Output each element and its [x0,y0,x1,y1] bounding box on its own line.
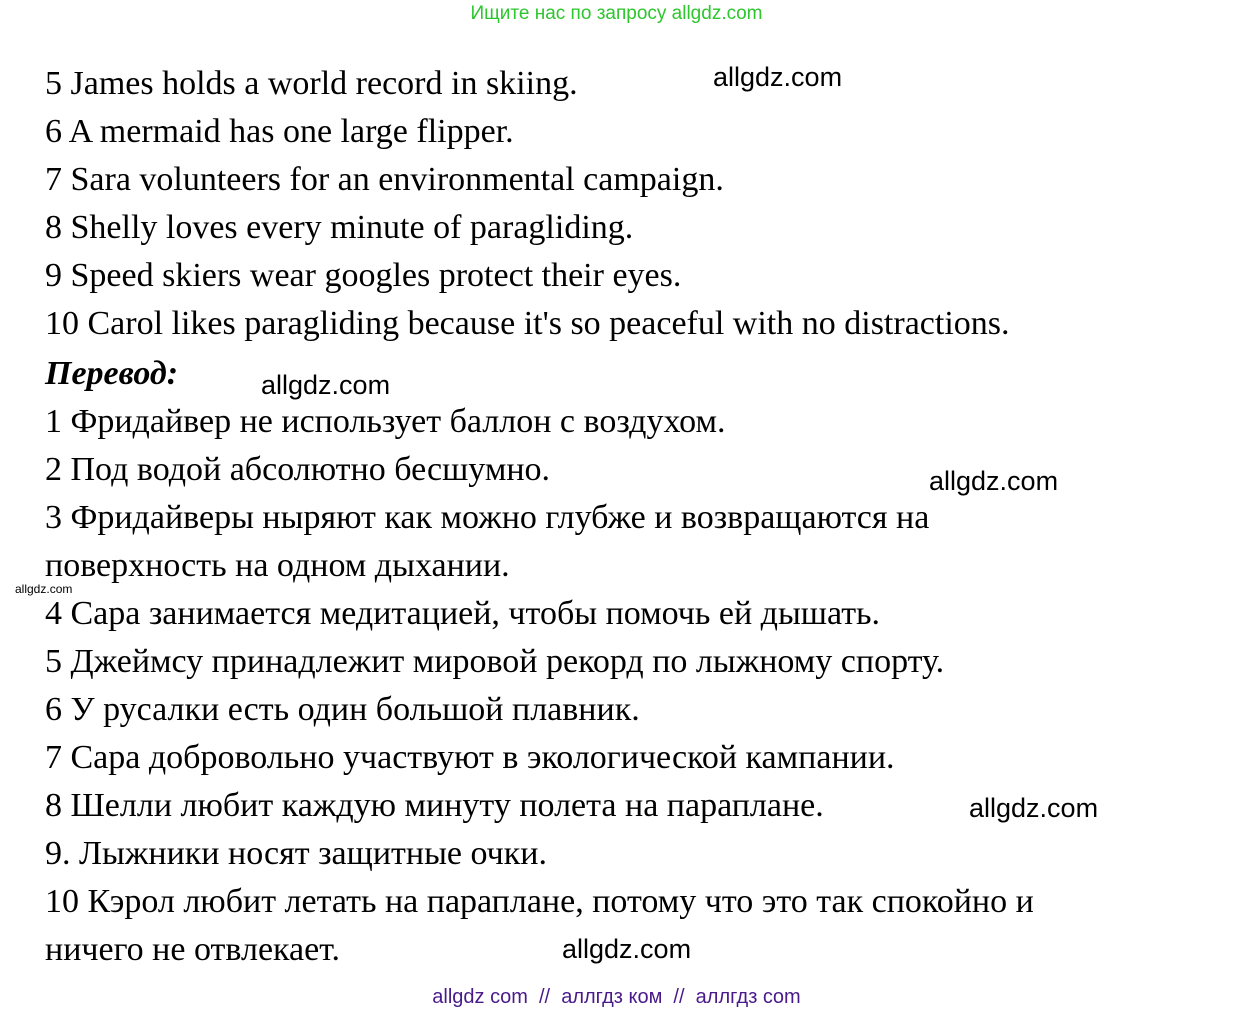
translation-heading: Перевод: [45,355,179,392]
watermark: allgdz.com [929,466,1059,496]
translation-line-3-cont: поверхность на одном дыхании. [45,547,510,584]
english-line-5: 5 James holds a world record in skiing. [45,65,578,102]
watermark: allgdz.com [562,934,692,964]
translation-line-8: 8 Шелли любит каждую минуту полета на параплане. [45,787,824,824]
english-line-6: 6 A mermaid has one large flipper. [45,113,514,150]
footer-links: allgdz com // аллгдз ком // аллгдз com [432,986,801,1008]
watermark: allgdz.com [713,62,843,92]
translation-line-6: 6 У русалки есть один большой плавник. [45,691,640,728]
english-line-9: 9 Speed skiers wear googles protect their eyes. [45,257,682,294]
english-line-7: 7 Sara volunteers for an environmental campaign. [45,161,724,198]
watermark: allgdz.com [15,582,73,596]
translation-line-2: 2 Под водой абсолютно бесшумно. [45,451,551,488]
translation-line-3: 3 Фридайверы ныряют как можно глубже и возвращаются на [45,499,930,536]
translation-line-10: 10 Кэрол любит летать на параплане, потому что это так спокойно и [45,883,1034,920]
translation-line-9: 9. Лыжники носят защитные очки. [45,835,547,872]
translation-line-5: 5 Джеймсу принадлежит мировой рекорд по лыжному спорту. [45,643,945,680]
translation-line-7: 7 Сара добровольно участвуют в экологической кампании. [45,739,895,776]
translation-line-1: 1 Фридайвер не использует баллон с воздухом. [45,403,726,440]
english-line-8: 8 Shelly loves every minute of paragliding. [45,209,634,246]
watermark: allgdz.com [969,793,1099,823]
watermark: allgdz.com [261,370,391,400]
translation-line-10-cont: ничего не отвлекает. [45,931,341,968]
site-banner: Ищите нас по запросу allgdz.com [470,3,763,24]
translation-line-4: 4 Сара занимается медитацией, чтобы помочь ей дышать. [45,595,881,632]
english-line-10: 10 Carol likes paragliding because it's so peaceful with no distractions. [45,305,1010,342]
